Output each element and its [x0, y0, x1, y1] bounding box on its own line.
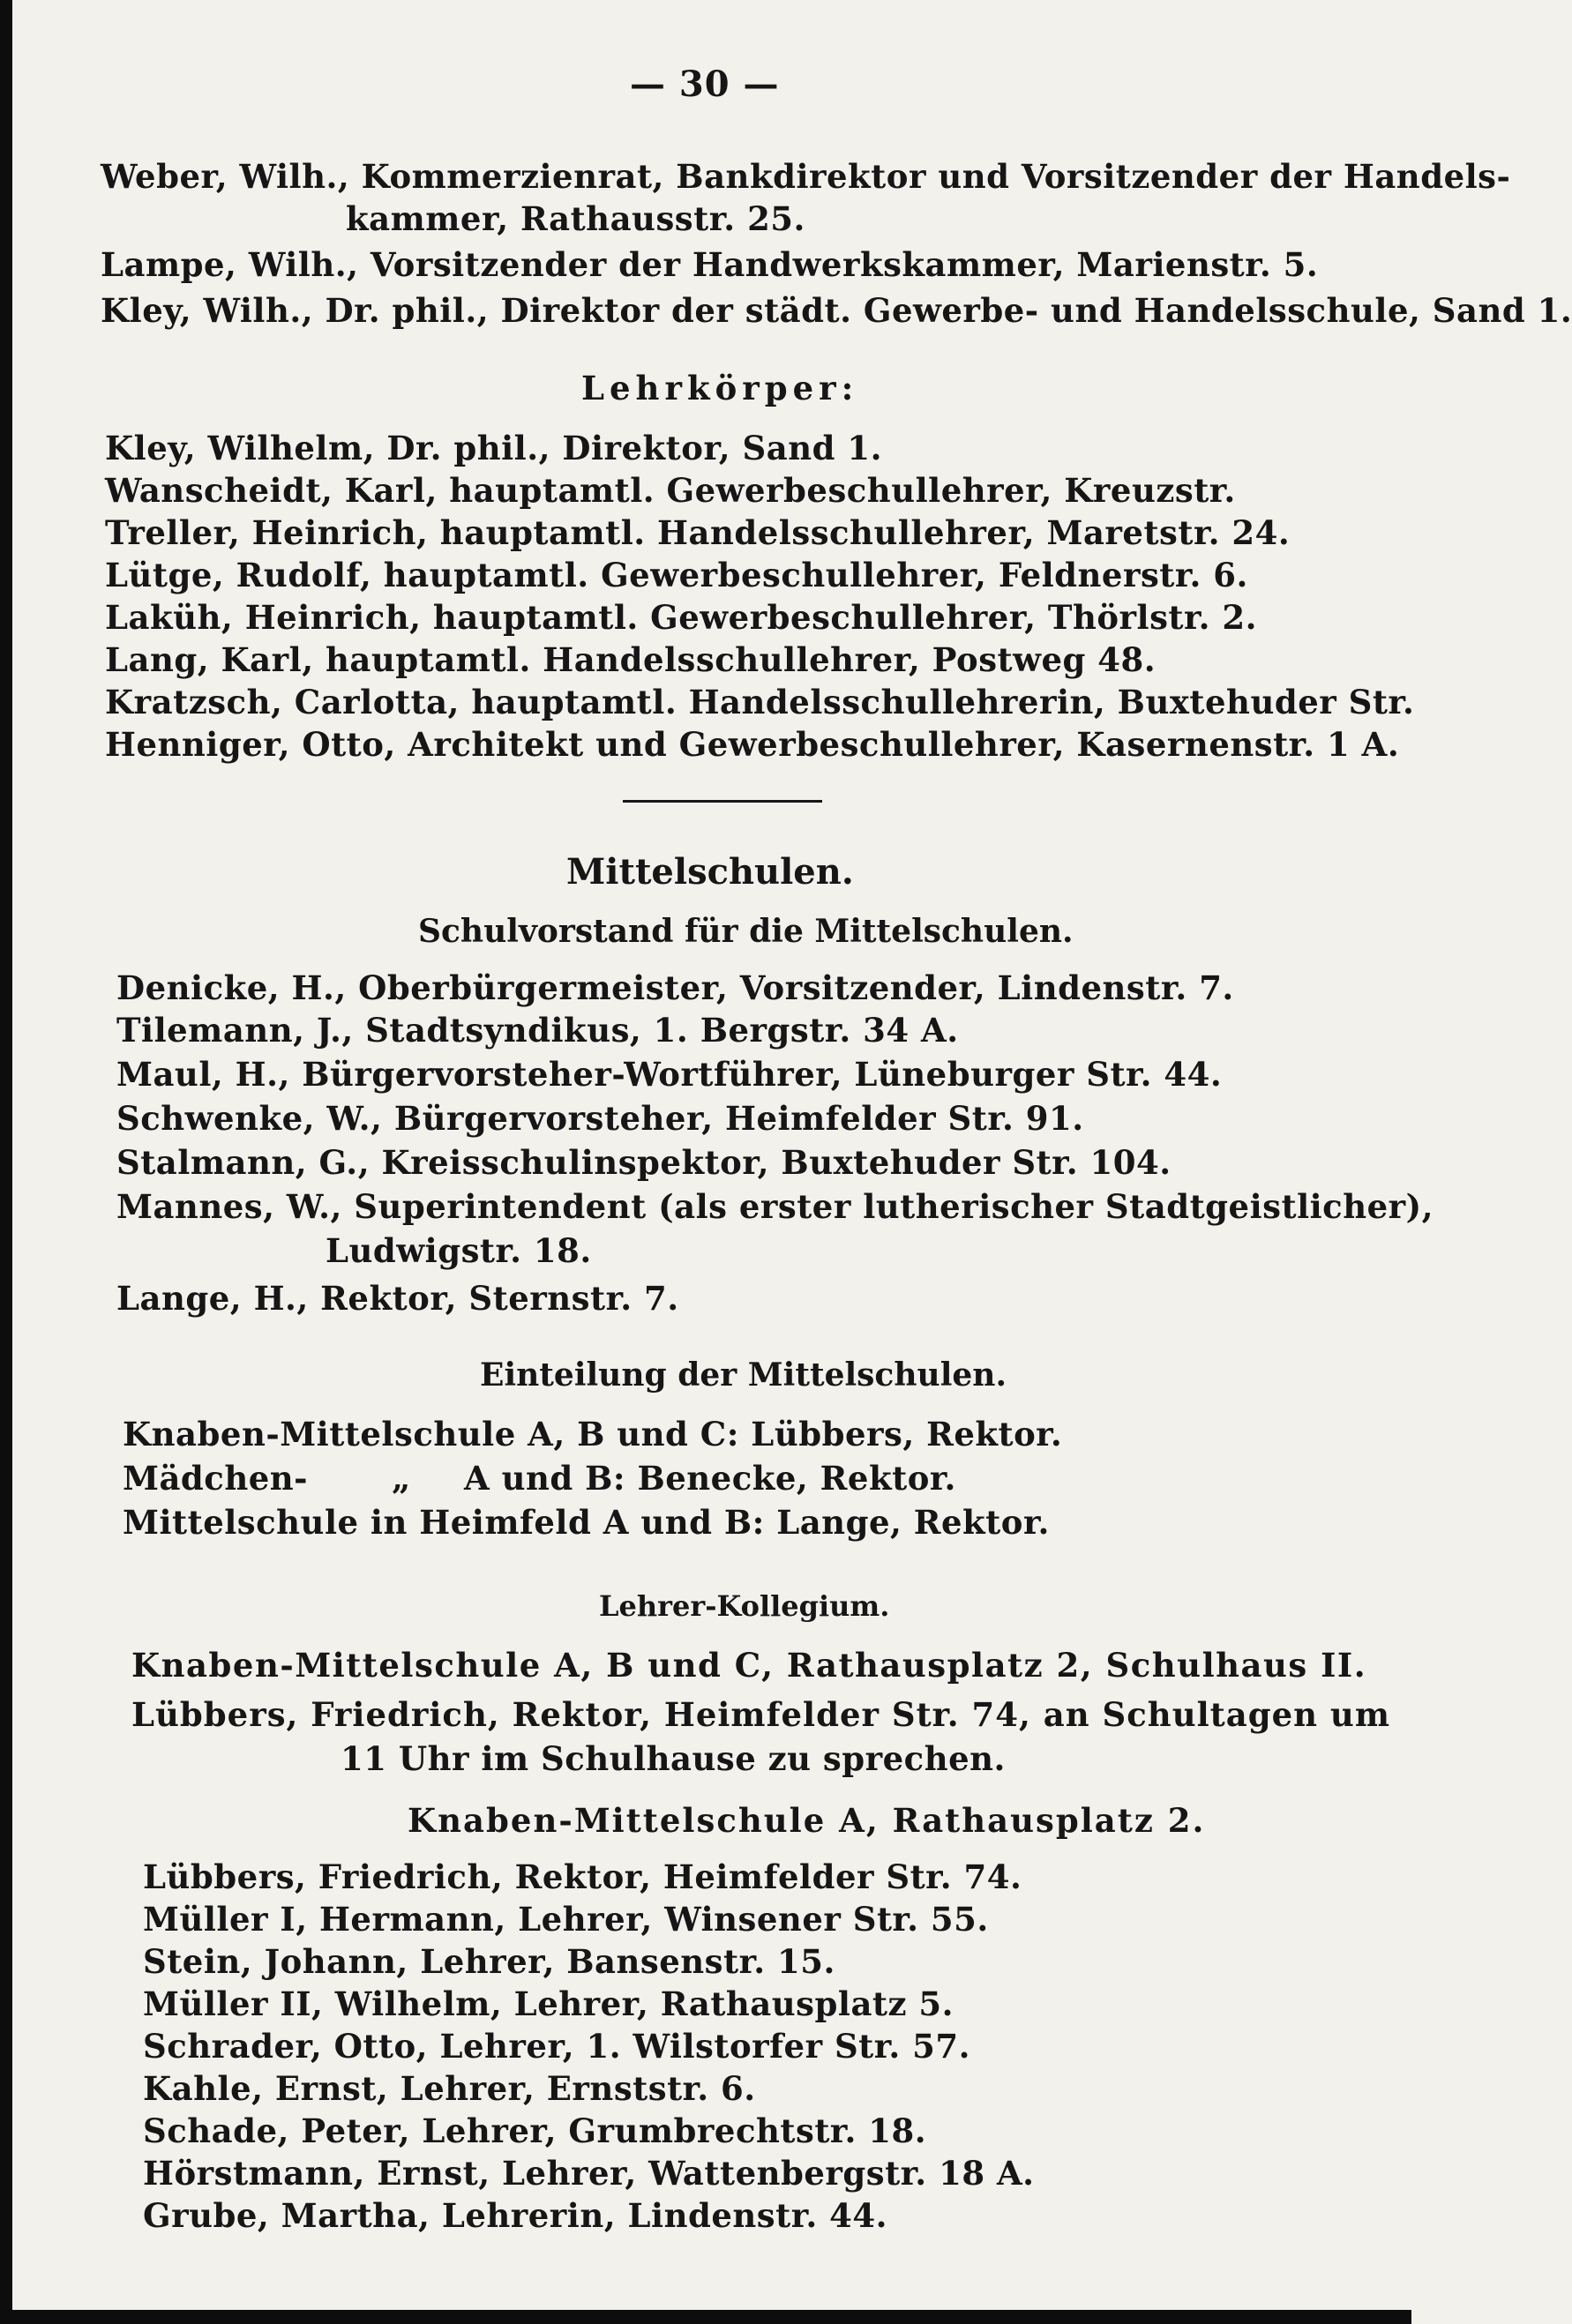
list-item: Stein, Johann, Lehrer, Bansenstr. 15. — [143, 1942, 835, 1981]
list-item: Müller I, Hermann, Lehrer, Winsener Str. 55. — [143, 1900, 989, 1939]
list-item: Mannes, W., Superintendent (als erster lutherischer Stadtgeistlicher), — [116, 1187, 1434, 1226]
list-item: A und B: Benecke, Rektor. — [464, 1459, 956, 1498]
ditto-mark: „ — [392, 1459, 411, 1498]
list-item: Ludwigstr. 18. — [326, 1231, 592, 1270]
section-heading-kollegium: Lehrer-Kollegium. — [599, 1589, 890, 1623]
section-title-mittelschulen: Mittelschulen. — [566, 851, 854, 893]
intro-line: Weber, Wilh., Kommerzienrat, Bankdirektor und Vorsitzender der Handels- — [101, 157, 1511, 196]
list-item: Mittelschule in Heimfeld A und B: Lange, Rektor. — [123, 1503, 1050, 1542]
rector-line: 11 Uhr im Schulhause zu sprechen. — [341, 1739, 1006, 1778]
list-item: Denicke, H., Oberbürgermeister, Vorsitzender, Lindenstr. 7. — [116, 968, 1234, 1007]
list-item: Lang, Karl, hauptamtl. Handelsschullehrer, Postweg 48. — [105, 640, 1157, 679]
list-item: Schwenke, W., Bürgervorsteher, Heimfelder Str. 91. — [116, 1099, 1084, 1138]
list-item: Stalmann, G., Kreisschulinspektor, Buxtehuder Str. 104. — [116, 1143, 1172, 1182]
list-item: Müller II, Wilhelm, Lehrer, Rathausplatz 5. — [143, 1984, 954, 2023]
list-item: Treller, Heinrich, hauptamtl. Handelsschullehrer, Maretstr. 24. — [105, 513, 1291, 552]
list-item: Schrader, Otto, Lehrer, 1. Wilstorfer Str. 57. — [143, 2027, 970, 2066]
list-item: Grube, Martha, Lehrerin, Lindenstr. 44. — [143, 2196, 887, 2235]
rector-line: Lübbers, Friedrich, Rektor, Heimfelder Str. 74, an Schultagen um — [131, 1695, 1390, 1734]
school-line: Knaben-Mittelschule A, B und C, Rathausplatz 2, Schulhaus II. — [131, 1646, 1367, 1685]
intro-line: Lampe, Wilh., Vorsitzender der Handwerkskammer, Marienstr. 5. — [101, 245, 1319, 284]
list-item: Laküh, Heinrich, hauptamtl. Gewerbeschullehrer, Thörlstr. 2. — [105, 598, 1257, 637]
list-item: Lange, H., Rektor, Sternstr. 7. — [116, 1279, 679, 1318]
list-item: Lütge, Rudolf, hauptamtl. Gewerbeschullehrer, Feldnerstr. 6. — [105, 556, 1248, 594]
list-item: Tilemann, J., Stadtsyndikus, 1. Bergstr. 34 A. — [116, 1011, 959, 1050]
list-item: Kahle, Ernst, Lehrer, Ernststr. 6. — [143, 2069, 756, 2108]
list-item: Wanscheidt, Karl, hauptamtl. Gewerbeschullehrer, Kreuzstr. — [105, 471, 1236, 510]
section-heading-lehrkoerper: Lehrkörper: — [581, 369, 859, 407]
subsection-heading: Knaben-Mittelschule A, Rathausplatz 2. — [408, 1801, 1206, 1840]
section-heading-schulvorstand: Schulvorstand für die Mittelschulen. — [418, 913, 1074, 950]
list-item: Knaben-Mittelschule A, B und C: Lübbers, Rektor. — [123, 1415, 1063, 1453]
section-heading-einteilung: Einteilung der Mittelschulen. — [480, 1356, 1007, 1394]
list-item: Lübbers, Friedrich, Rektor, Heimfelder Str. 74. — [143, 1857, 1022, 1896]
list-item: Schade, Peter, Lehrer, Grumbrechtstr. 18. — [143, 2111, 927, 2150]
list-item: Maul, H., Bürgervorsteher-Wortführer, Lüneburger Str. 44. — [116, 1055, 1223, 1094]
list-item: Kratzsch, Carlotta, hauptamtl. Handelsschullehrerin, Buxtehuder Str. — [105, 683, 1415, 721]
intro-line: Kley, Wilh., Dr. phil., Direktor der städt. Gewerbe- und Handelsschule, Sand 1. — [101, 291, 1572, 330]
page-number: — 30 — — [630, 64, 780, 105]
intro-line: kammer, Rathausstr. 25. — [346, 199, 805, 238]
divider — [623, 800, 822, 803]
list-item: Hörstmann, Ernst, Lehrer, Wattenbergstr. 18 A. — [143, 2154, 1035, 2193]
list-item: Mädchen- — [123, 1459, 309, 1498]
list-item: Kley, Wilhelm, Dr. phil., Direktor, Sand 1. — [105, 429, 882, 467]
list-item: Henniger, Otto, Architekt und Gewerbeschullehrer, Kasernenstr. 1 A. — [105, 725, 1400, 764]
